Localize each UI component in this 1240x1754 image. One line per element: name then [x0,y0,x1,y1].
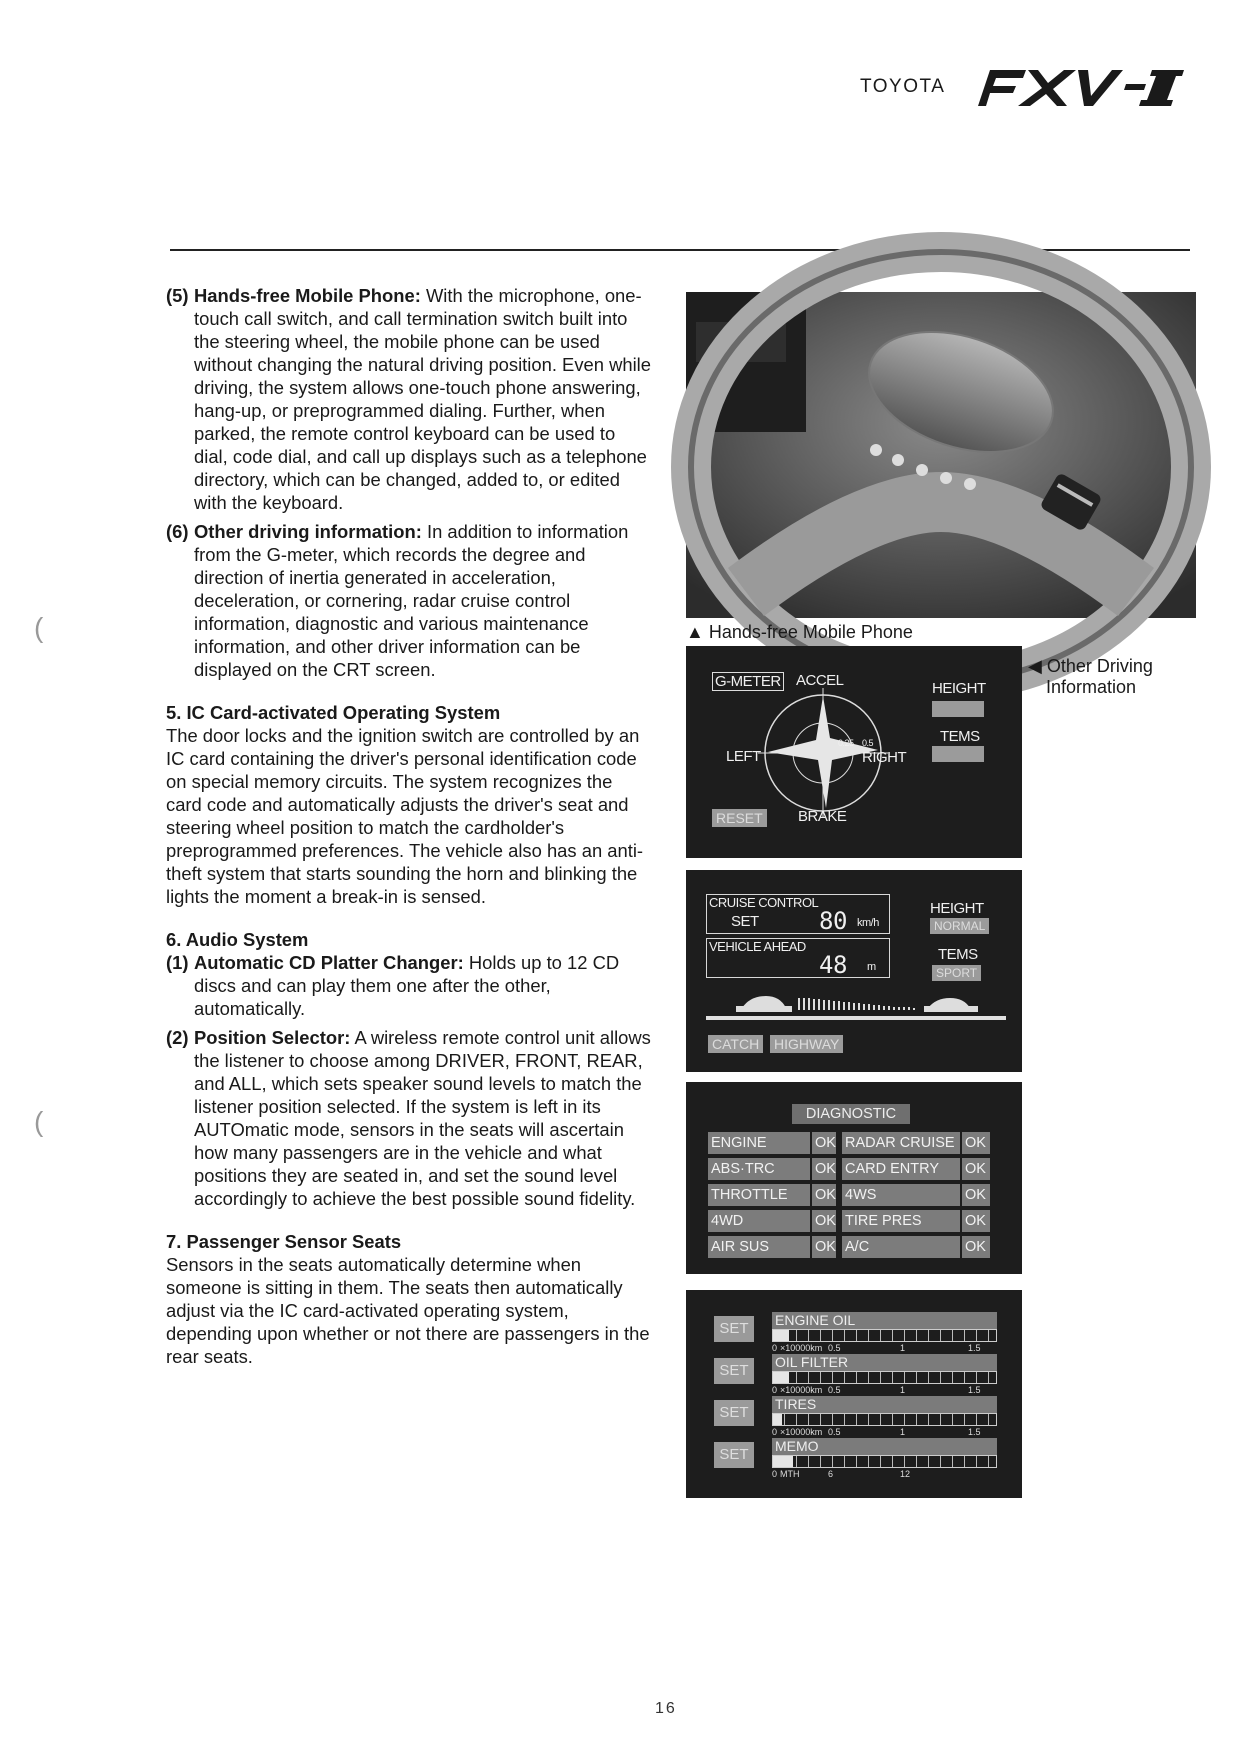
steering-wheel-photo [686,292,1196,618]
meter-title: TIRES [772,1396,997,1413]
diagnostic-status: OK [962,1184,990,1206]
height-value: NORMAL [930,918,989,934]
set-button[interactable]: SET [714,1400,754,1426]
crt-gmeter-screen [686,646,1022,858]
diagnostic-status: OK [812,1210,836,1232]
item-cd-changer [166,951,651,1020]
scale-tick-label: ×10000km [780,1427,823,1437]
diagnostic-item: 4WS [842,1184,960,1206]
margin-mark: ( [34,612,44,643]
scale-tick-label: 1.5 [968,1343,981,1353]
diagnostic-item: RADAR CRUISE [842,1132,960,1154]
meter-scale [772,1469,997,1479]
diagnostic-item: CARD ENTRY [842,1158,960,1180]
diagnostic-row [708,1132,998,1154]
scale-tick-label: 1 [900,1385,906,1395]
scale-tick-label: 0 [772,1427,778,1437]
item-lead: Other driving information: [194,521,422,542]
margin-mark: ( [34,1106,44,1137]
section-heading: 7. Passenger Sensor Seats [166,1231,402,1252]
crt-diagnostic-screen [686,1082,1022,1274]
diagnostic-row [708,1236,998,1258]
diagnostic-item: A/C [842,1236,960,1258]
height-label: HEIGHT [930,900,984,917]
item-number: (1) [166,952,189,973]
highway-button[interactable]: HIGHWAY [770,1035,843,1053]
vehicle-ahead-label: VEHICLE AHEAD [709,939,806,954]
item-body: Holds up to 12 CD discs and can play them one after the other, automatically. [194,952,620,1019]
brand-header [860,49,1190,112]
item-number: (6) [166,521,189,542]
vehicle-gap-graphic [706,986,1006,1026]
section-passenger-seats [166,1230,651,1368]
reset-button[interactable]: RESET [712,809,767,827]
meter-fill [773,1414,782,1425]
section-heading: 5. IC Card-activated Operating System [166,702,501,723]
photo-caption: ▲ Hands-free Mobile Phone [686,622,913,642]
side-caption-line: ◀ Other Driving [1028,656,1153,676]
diagnostic-item: ENGINE [708,1132,810,1154]
section-body: Sensors in the seats automatically determine when someone is sitting in them. The seats then automatically adjust via the IC card-activated operating system, depending upon whether or not there are passengers in the rear seats. [166,1254,650,1367]
scale-tick-label: 6 [828,1469,834,1479]
item-lead: Position Selector: [194,1027,351,1048]
diagnostic-row [708,1158,998,1180]
crt-cruise-screen [686,870,1022,1072]
scale-tick-label: MTH [780,1469,800,1479]
item-position-selector [166,1026,651,1210]
meter-scale [772,1343,997,1353]
diagnostic-item: THROTTLE [708,1184,810,1206]
meter-bar [772,1413,997,1426]
tems-label: TEMS [940,728,980,745]
distance-value: 48 [819,951,847,979]
scale-tick-label: 12 [900,1469,911,1479]
side-caption-line: Information [1046,677,1137,697]
tems-value: SPORT [932,965,981,981]
diagnostic-title: DIAGNOSTIC [792,1104,910,1124]
item-number: (2) [166,1027,189,1048]
item-hands-free-phone [166,284,651,514]
scale-tick-label: 1 [900,1427,906,1437]
crt-maintenance-screen [686,1290,1022,1498]
meter-bar [772,1329,997,1342]
diagnostic-item: 4WD [708,1210,810,1232]
set-button[interactable]: SET [714,1316,754,1342]
set-speed: 80 [819,907,847,935]
tems-label: TEMS [938,946,978,963]
section-heading: 6. Audio System [166,929,309,950]
scale-tick-label: 1 [900,1343,906,1353]
cruise-set-box [706,894,890,934]
meter-scale [772,1385,997,1395]
diagnostic-item: TIRE PRES [842,1210,960,1232]
accel-label: ACCEL [796,672,844,689]
diagnostic-status: OK [812,1132,836,1154]
section-body: The door locks and the ignition switch are controlled by an IC card containing the driver's personal identification code on special memory circuits. The system recognizes the card code and automatically adjusts the driver's seat and steering wheel position to match the cardholder's preprogrammed preferences. The vehicle also has an anti-theft system that starts sounding the horn and blinking the lights the moment a break-in is sensed. [166,725,644,907]
scale-tick-label: 0 [772,1469,778,1479]
set-button[interactable]: SET [714,1442,754,1468]
meter-scale [772,1427,997,1437]
diagnostic-status: OK [962,1132,990,1154]
scale-tick-label: 0.5 [828,1427,841,1437]
scale-tick-label: 0.5 [828,1385,841,1395]
speed-unit: km/h [857,917,879,929]
diagnostic-item: ABS·TRC [708,1158,810,1180]
body-text-column [166,284,651,1368]
section-ic-card [166,701,651,908]
diagnostic-row [708,1210,998,1232]
diagnostic-status: OK [812,1236,836,1258]
right-label: RIGHT [862,749,907,766]
meter-bar [772,1371,997,1384]
height-label: HEIGHT [932,680,986,697]
diagnostic-item: AIR SUS [708,1236,810,1258]
diagnostic-status: OK [812,1184,836,1206]
item-body: A wireless remote control unit allows the listener to choose among DRIVER, FRONT, REAR, and ALL, which sets speaker sound levels to match the listener position selected. If the system is left in its AUTOmatic mode, sensors in the seats will ascertain how many passengers are in the vehicle and what positions they are seated in, and set the sound level accordingly to achieve the best possible sound fidelity. [194,1027,651,1209]
distance-unit: m [867,961,876,973]
scale-label: 0.25 [838,738,854,748]
svg-text:FXV-II: FXV-II [966,49,1011,66]
meter-fill [773,1372,789,1383]
set-label: SET [731,913,759,930]
meter-fill [773,1330,789,1341]
set-button[interactable]: SET [714,1358,754,1384]
scale-tick-label: ×10000km [780,1385,823,1395]
page-number: 16 [655,1700,677,1717]
tems-indicator [932,746,984,762]
item-lead: Automatic CD Platter Changer: [194,952,464,973]
meter-bar [772,1455,997,1468]
vehicle-ahead-box [706,938,890,978]
diagnostic-row [708,1184,998,1206]
brand-name: TOYOTA [860,76,946,97]
scale-tick-label: 1.5 [968,1385,981,1395]
meter-title: OIL FILTER [772,1354,997,1371]
left-label: LEFT [726,748,761,765]
model-logo [966,49,1186,110]
cruise-control-label: CRUISE CONTROL [709,895,819,910]
scale-label: 0.5 [862,738,874,748]
section-audio [166,928,651,1210]
brake-label: BRAKE [798,808,847,825]
item-number: (5) [166,285,189,306]
catch-button[interactable]: CATCH [708,1035,763,1053]
item-body: With the microphone, one-touch call switch, and call termination switch built into the steering wheel, the mobile phone can be used without changing the natural driving position. Even while driving, the system allows one-touch phone answering, hang-up, or preprogrammed dialing. Further, when parked, the remote control keyboard can be used to dial, code dial, and call up displays such as a telephone directory, which can be changed, added to, or edited with the keyboard. [194,285,651,513]
scale-tick-label: 0 [772,1385,778,1395]
side-caption [1028,656,1188,698]
scale-tick-label: ×10000km [780,1343,823,1353]
meter-fill [773,1456,793,1467]
meter-title: ENGINE OIL [772,1312,997,1329]
height-indicator [932,701,984,717]
diagnostic-status: OK [812,1158,836,1180]
diagnostic-status: OK [962,1210,990,1232]
diagnostic-status: OK [962,1158,990,1180]
item-other-driving-info [166,520,651,681]
item-body: In addition to information from the G-meter, which records the degree and direction of inertia generated in acceleration, deceleration, or cornering, radar cruise control information, diagnostic and various maintenance information, and other driver information can be displayed on the CRT screen. [194,521,629,680]
diagnostic-status: OK [962,1236,990,1258]
meter-title: MEMO [772,1438,997,1455]
item-lead: Hands-free Mobile Phone: [194,285,421,306]
scale-tick-label: 0 [772,1343,778,1353]
scale-tick-label: 1.5 [968,1427,981,1437]
scale-tick-label: 0.5 [828,1343,841,1353]
gmeter-label: G-METER [712,672,784,691]
